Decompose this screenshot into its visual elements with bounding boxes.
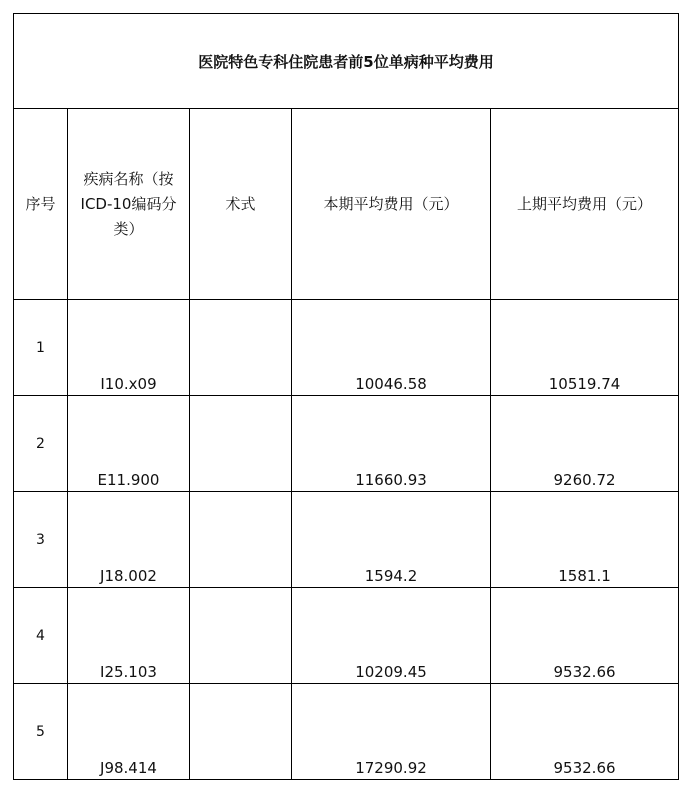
row-current-cost: 1594.2 [292,492,491,588]
row-disease-code: I10.x09 [68,300,190,396]
table-row [14,300,679,396]
row-procedure [190,492,292,588]
row-disease-code: E11.900 [68,396,190,492]
table-title: 医院特色专科住院患者前5位单病种平均费用 [14,14,679,109]
table-row [14,492,679,588]
header-current-average-cost: 本期平均费用（元） [292,109,491,300]
row-previous-cost: 10519.74 [491,300,679,396]
row-current-cost: 10209.45 [292,588,491,684]
table-row [14,588,679,684]
header-disease-name: 疾病名称（按ICD-10编码分类） [68,109,190,300]
table-row [14,684,679,780]
row-procedure [190,300,292,396]
cost-table [13,13,679,780]
row-seq: 4 [14,588,68,684]
row-disease-code: I25.103 [68,588,190,684]
header-row [14,109,679,300]
title-row [14,14,679,109]
row-previous-cost: 1581.1 [491,492,679,588]
row-seq: 2 [14,396,68,492]
row-current-cost: 17290.92 [292,684,491,780]
header-seq: 序号 [14,109,68,300]
row-disease-code: J98.414 [68,684,190,780]
row-current-cost: 10046.58 [292,300,491,396]
header-procedure: 术式 [190,109,292,300]
row-previous-cost: 9532.66 [491,588,679,684]
row-seq: 5 [14,684,68,780]
row-procedure [190,684,292,780]
row-previous-cost: 9260.72 [491,396,679,492]
row-procedure [190,396,292,492]
table-row [14,396,679,492]
header-previous-average-cost: 上期平均费用（元） [491,109,679,300]
row-previous-cost: 9532.66 [491,684,679,780]
row-seq: 1 [14,300,68,396]
row-disease-code: J18.002 [68,492,190,588]
row-seq: 3 [14,492,68,588]
row-current-cost: 11660.93 [292,396,491,492]
row-procedure [190,588,292,684]
